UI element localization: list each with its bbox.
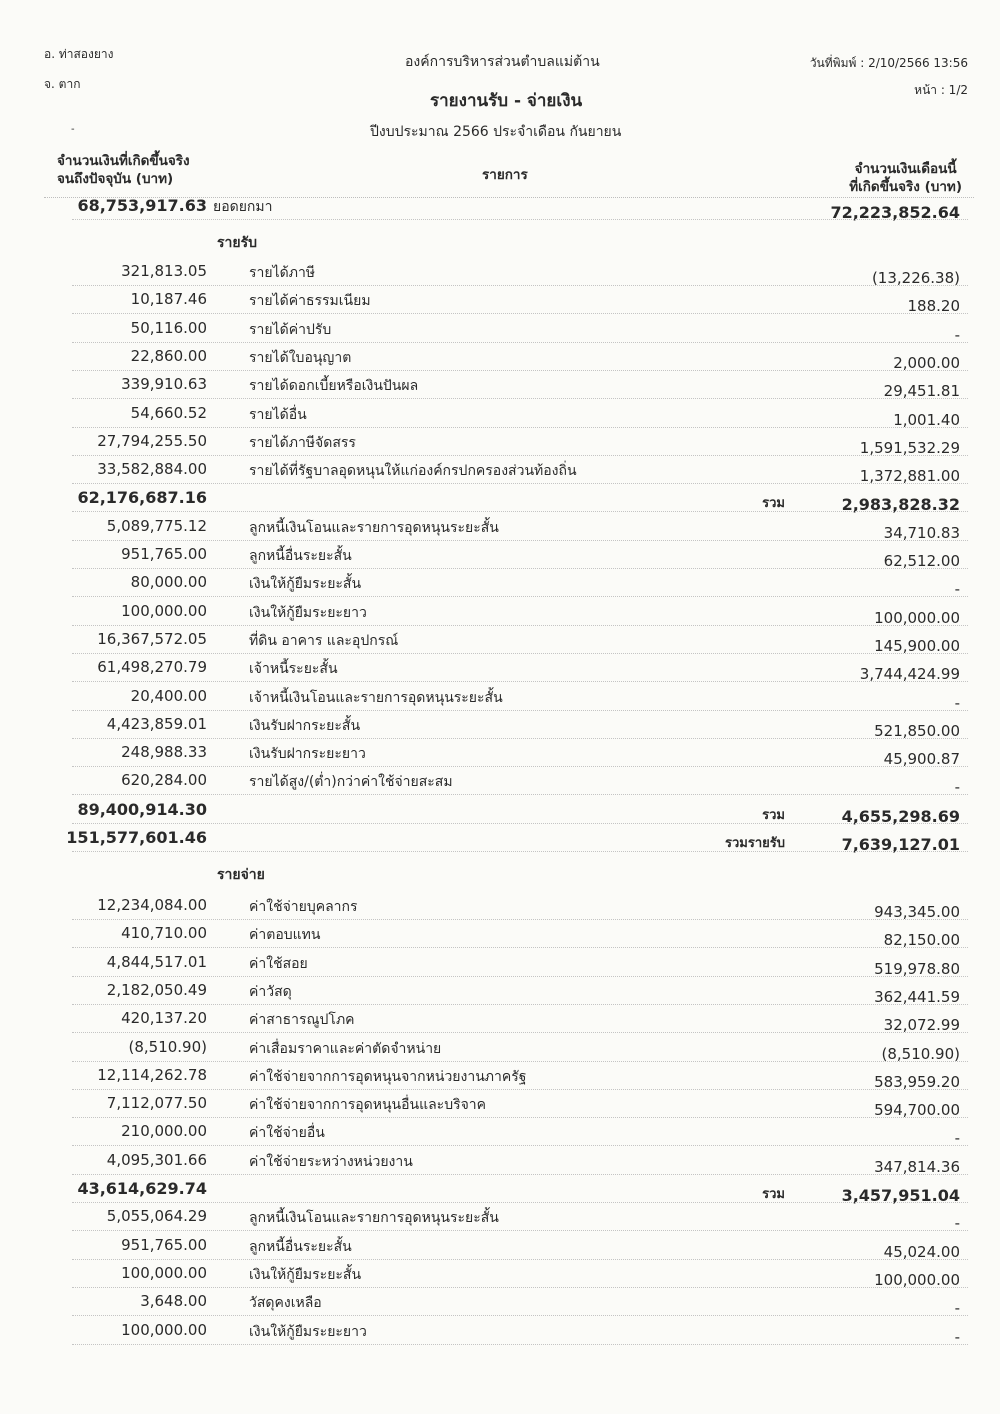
ytd-amount: 16,367,572.05 [97, 630, 207, 648]
ytd-amount: 12,114,262.78 [97, 1066, 207, 1084]
other-income-row [0, 771, 1000, 799]
brought-forward-ytd: 68,753,917.63 [77, 196, 207, 215]
item-label: เงินให้กู้ยืมระยะยาว [249, 605, 367, 621]
sum-label: รวมรายรับ [725, 836, 785, 851]
item-label: เงินให้กู้ยืมระยะสั้น [249, 576, 362, 592]
print-date: วันที่พิมพ์ : 2/10/2566 13:56 [809, 56, 968, 70]
month-amount: 943,345.00 [874, 903, 960, 921]
province: จ. ตาก [44, 77, 81, 91]
item-label: เจ้าหนี้ระยะสั้น [249, 661, 338, 677]
ytd-amount: 3,648.00 [140, 1292, 207, 1310]
income-row [0, 347, 1000, 375]
item-label: เงินให้กู้ยืมระยะยาว [249, 1324, 367, 1340]
item-label: ค่าใช้จ่ายอื่น [249, 1125, 325, 1141]
ytd-amount: 62,176,687.16 [77, 488, 207, 507]
ytd-amount: 5,055,064.29 [106, 1207, 207, 1225]
expense-sum-row [0, 1179, 1000, 1207]
expense-row [0, 1122, 1000, 1150]
brought-forward-month: 72,223,852.64 [830, 203, 960, 222]
ytd-amount: 2,182,050.49 [106, 981, 207, 999]
ytd-amount: 43,614,629.74 [77, 1179, 207, 1198]
ytd-amount: 321,813.05 [121, 262, 207, 280]
item-label: ค่าใช้จ่ายบุคลากร [249, 899, 358, 915]
expense-row [0, 924, 1000, 952]
ytd-amount: 4,095,301.66 [106, 1151, 207, 1169]
income-row [0, 375, 1000, 403]
month-amount: - [954, 1129, 960, 1147]
ytd-amount: 339,910.63 [121, 375, 207, 393]
ytd-amount: 4,423,859.01 [106, 715, 207, 733]
item-label: รายได้สูง/(ต่ำ)กว่าค่าใช้จ่ายสะสม [249, 774, 453, 790]
month-amount: 45,900.87 [883, 750, 960, 768]
item-label: เงินรับฝากระยะสั้น [249, 718, 361, 734]
item-label: เงินรับฝากระยะยาว [249, 746, 366, 762]
month-amount: - [954, 694, 960, 712]
item-label: รายได้ค่าธรรมเนียม [249, 293, 371, 309]
ytd-amount: 620,284.00 [121, 771, 207, 789]
item-label: วัสดุคงเหลือ [249, 1295, 322, 1311]
month-amount: 521,850.00 [874, 722, 960, 740]
item-label: รายได้ดอกเบี้ยหรือเงินปันผล [249, 378, 419, 394]
expense-row [0, 896, 1000, 924]
ytd-amount: 420,137.20 [121, 1009, 207, 1027]
item-label: ค่าวัสดุ [249, 984, 292, 1000]
stray-mark: - [71, 124, 75, 135]
income-row [0, 404, 1000, 432]
other-income-row [0, 545, 1000, 573]
other-income-sum-row [0, 800, 1000, 828]
col-header-month [849, 160, 962, 196]
other-income-row [0, 715, 1000, 743]
brought-forward-label: ยอดยกมา [213, 199, 273, 215]
ytd-amount: 61,498,270.79 [97, 658, 207, 676]
month-amount: 62,512.00 [883, 552, 960, 570]
other-expense-row [0, 1292, 1000, 1320]
district: อ. ท่าสองยาง [44, 47, 114, 61]
page-number: หน้า : 1/2 [914, 83, 968, 97]
ytd-amount: 248,988.33 [121, 743, 207, 761]
month-amount: 145,900.00 [874, 637, 960, 655]
ytd-amount: 89,400,914.30 [77, 800, 207, 819]
income-row [0, 262, 1000, 290]
ytd-amount: 100,000.00 [121, 1264, 207, 1282]
month-amount: 519,978.80 [874, 960, 960, 978]
other-income-row [0, 573, 1000, 601]
col-header-month-line1: จำนวนเงินเดือนนี้ [854, 161, 957, 177]
ytd-amount: (8,510.90) [128, 1038, 207, 1056]
month-amount: 1,372,881.00 [859, 467, 960, 485]
ytd-amount: 951,765.00 [121, 545, 207, 563]
col-header-ytd-line2: จนถึงปัจจุบัน (บาท) [57, 171, 174, 187]
item-label: ลูกหนี้เงินโอนและรายการอุดหนุนระยะสั้น [249, 520, 499, 536]
other-income-row [0, 658, 1000, 686]
month-amount: - [954, 778, 960, 796]
month-amount: 594,700.00 [874, 1101, 960, 1119]
item-label: ที่ดิน อาคาร และอุปกรณ์ [249, 633, 399, 649]
col-header-ytd-line1: จำนวนเงินที่เกิดขึ้นจริง [57, 153, 190, 169]
other-expense-row [0, 1264, 1000, 1292]
expense-row [0, 953, 1000, 981]
item-label: เงินให้กู้ยืมระยะสั้น [249, 1267, 362, 1283]
item-label: รายได้ใบอนุญาต [249, 350, 352, 366]
item-label: รายได้อื่น [249, 407, 307, 423]
ytd-amount: 100,000.00 [121, 602, 207, 620]
item-label: รายได้ภาษี [249, 265, 316, 281]
item-label: ลูกหนี้อื่นระยะสั้น [249, 548, 352, 564]
ytd-amount: 20,400.00 [130, 687, 207, 705]
month-amount: 32,072.99 [883, 1016, 960, 1034]
col-header-ytd [57, 152, 190, 188]
other-income-row [0, 743, 1000, 771]
ytd-amount: 410,710.00 [121, 924, 207, 942]
item-label: ค่าสาธารณูปโภค [249, 1012, 355, 1028]
month-amount: 3,457,951.04 [841, 1186, 960, 1205]
total-income-row [0, 828, 1000, 856]
item-label: ค่าใช้จ่ายจากการอุดหนุนจากหน่วยงานภาครัฐ [249, 1069, 527, 1085]
section-expense: รายจ่าย [217, 867, 265, 883]
item-label: ค่าเสื่อมราคาและค่าตัดจำหน่าย [249, 1041, 442, 1057]
other-expense-row [0, 1207, 1000, 1235]
ytd-amount: 54,660.52 [130, 404, 207, 422]
month-amount: (8,510.90) [881, 1045, 960, 1063]
item-label: ค่าใช้สอย [249, 956, 308, 972]
income-sum-row [0, 488, 1000, 516]
month-amount: 100,000.00 [874, 609, 960, 627]
ytd-amount: 4,844,517.01 [106, 953, 207, 971]
ytd-amount: 50,116.00 [130, 319, 207, 337]
month-amount: 188.20 [907, 297, 960, 315]
item-label: รายได้ที่รัฐบาลอุดหนุนให้แก่องค์กรปกครองส่วนท้องถิ่น [249, 463, 577, 479]
expense-row [0, 1038, 1000, 1066]
expense-row [0, 1094, 1000, 1122]
income-row [0, 460, 1000, 488]
expense-row [0, 981, 1000, 1009]
month-amount: 347,814.36 [874, 1158, 960, 1176]
other-income-row [0, 602, 1000, 630]
ytd-amount: 951,765.00 [121, 1236, 207, 1254]
other-expense-row [0, 1321, 1000, 1349]
item-label: ลูกหนี้อื่นระยะสั้น [249, 1239, 352, 1255]
month-amount: - [954, 326, 960, 344]
ytd-amount: 5,089,775.12 [106, 517, 207, 535]
month-amount: 34,710.83 [883, 524, 960, 542]
sum-label: รวม [762, 496, 785, 511]
expense-row [0, 1066, 1000, 1094]
report-subtitle: ปีงบประมาณ 2566 ประจำเดือน กันยายน [370, 124, 622, 140]
month-amount: - [954, 1328, 960, 1346]
report-title: รายงานรับ - จ่ายเงิน [430, 91, 583, 111]
ytd-amount: 10,187.46 [130, 290, 207, 308]
income-row [0, 290, 1000, 318]
month-amount: 2,983,828.32 [841, 495, 960, 514]
brought-forward-row [0, 196, 1000, 224]
month-amount: 362,441.59 [874, 988, 960, 1006]
expense-row [0, 1151, 1000, 1179]
month-amount: 1,001.40 [893, 411, 960, 429]
item-label: ค่าใช้จ่ายระหว่างหน่วยงาน [249, 1154, 413, 1170]
other-income-row [0, 517, 1000, 545]
ytd-amount: 22,860.00 [130, 347, 207, 365]
item-label: ค่าตอบแทน [249, 927, 321, 943]
col-header-item: รายการ [482, 167, 528, 183]
month-amount: 2,000.00 [893, 354, 960, 372]
organization-name: องค์การบริหารส่วนตำบลแม่ต้าน [405, 54, 600, 70]
month-amount: (13,226.38) [871, 269, 960, 287]
month-amount: 100,000.00 [874, 1271, 960, 1289]
month-amount: 1,591,532.29 [859, 439, 960, 457]
sum-label: รวม [762, 808, 785, 823]
item-label: รายได้ค่าปรับ [249, 322, 332, 338]
month-amount: - [954, 1214, 960, 1232]
ytd-amount: 100,000.00 [121, 1321, 207, 1339]
month-amount: - [954, 1299, 960, 1317]
income-row [0, 432, 1000, 460]
month-amount: 82,150.00 [883, 931, 960, 949]
ytd-amount: 80,000.00 [130, 573, 207, 591]
col-header-month-line2: ที่เกิดขึ้นจริง (บาท) [849, 179, 962, 195]
item-label: รายได้ภาษีจัดสรร [249, 435, 356, 451]
ytd-amount: 12,234,084.00 [97, 896, 207, 914]
month-amount: - [954, 580, 960, 598]
item-label: ค่าใช้จ่ายจากการอุดหนุนอื่นและบริจาค [249, 1097, 487, 1113]
income-row [0, 319, 1000, 347]
item-label: ลูกหนี้เงินโอนและรายการอุดหนุนระยะสั้น [249, 1210, 499, 1226]
ytd-amount: 7,112,077.50 [106, 1094, 207, 1112]
month-amount: 3,744,424.99 [859, 665, 960, 683]
ytd-amount: 27,794,255.50 [97, 432, 207, 450]
section-income: รายรับ [217, 235, 257, 251]
month-amount: 4,655,298.69 [841, 807, 960, 826]
ytd-amount: 151,577,601.46 [66, 828, 207, 847]
item-label: เจ้าหนี้เงินโอนและรายการอุดหนุนระยะสั้น [249, 690, 503, 706]
month-amount: 583,959.20 [874, 1073, 960, 1091]
expense-row [0, 1009, 1000, 1037]
other-income-row [0, 687, 1000, 715]
other-expense-row [0, 1236, 1000, 1264]
ytd-amount: 33,582,884.00 [97, 460, 207, 478]
month-amount: 45,024.00 [883, 1243, 960, 1261]
ytd-amount: 210,000.00 [121, 1122, 207, 1140]
sum-label: รวม [762, 1187, 785, 1202]
month-amount: 7,639,127.01 [841, 835, 960, 854]
other-income-row [0, 630, 1000, 658]
month-amount: 29,451.81 [883, 382, 960, 400]
